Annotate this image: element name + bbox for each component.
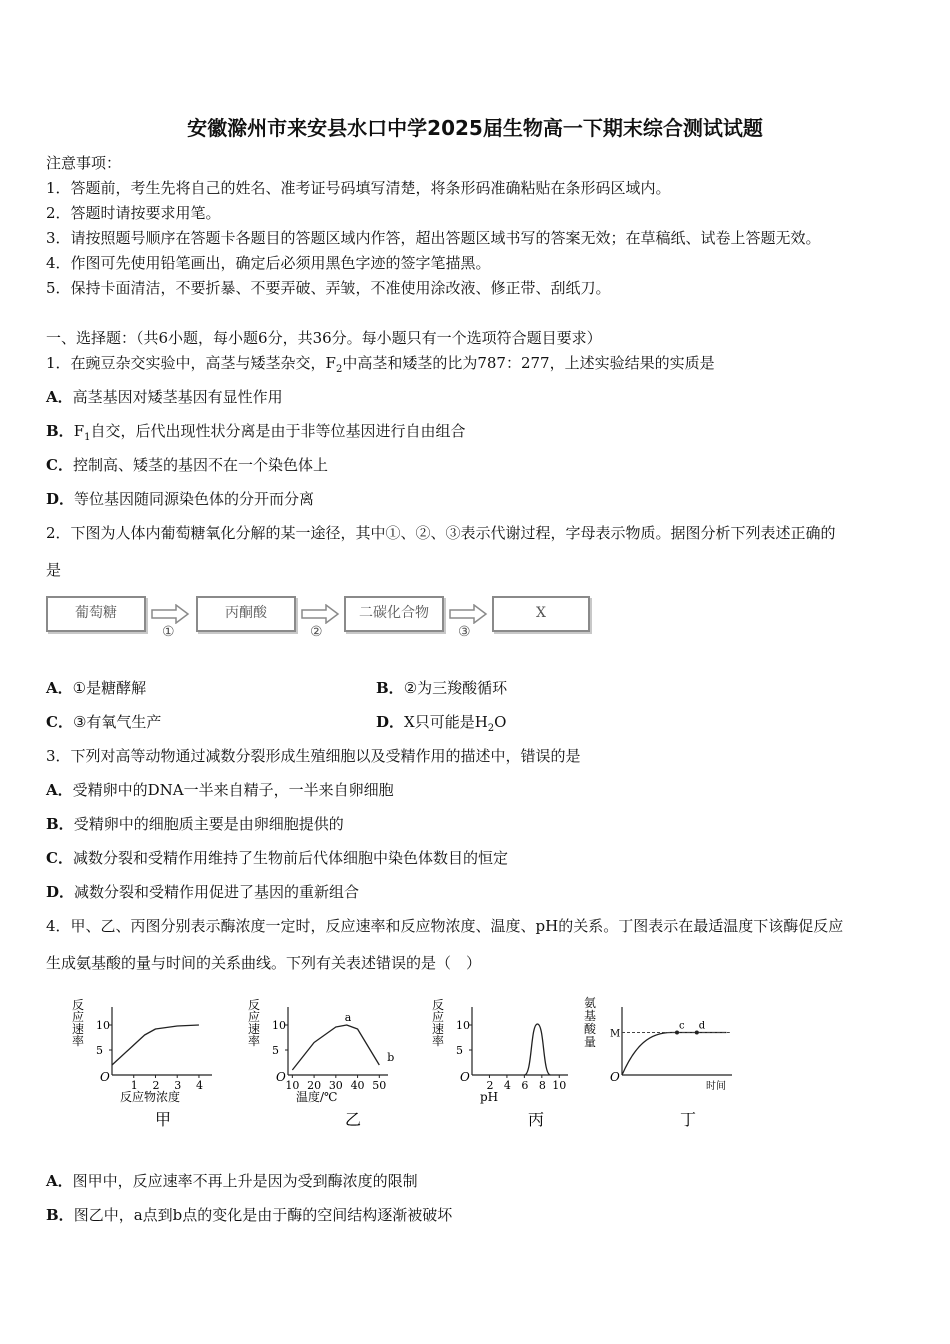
y-axis-label-char: 率 <box>248 1034 261 1048</box>
x-tick-label: 40 <box>350 1079 365 1092</box>
y-axis-label-char: 酸 <box>584 1022 597 1036</box>
series-line <box>112 1025 199 1065</box>
origin-label: O <box>610 1070 620 1084</box>
chart-ding <box>584 996 732 1129</box>
y-axis-label-char: 速 <box>432 1022 445 1036</box>
series-line <box>292 1025 379 1070</box>
x-axis-label: 反应物浓度 <box>120 1090 181 1104</box>
x-tick-label: 30 <box>328 1079 343 1092</box>
origin-label: O <box>100 1070 110 1084</box>
flow-arrow-icon <box>448 604 488 624</box>
q2-option-d[interactable]: D．X只可能是$H_2O$ <box>376 713 507 734</box>
chart-jia <box>72 998 212 1129</box>
x-axis-label: 时间 <box>706 1081 726 1092</box>
section-heading: 一、选择题：（共6小题，每小题6分，共36分。每小题只有一个选项符合题目要求） <box>46 329 602 347</box>
notice-item: 4．作图可先使用铅笔画出，确定后必须用黑色字迹的签字笔描黑。 <box>46 254 491 272</box>
q1-option-d[interactable]: D．等位基因随同源染色体的分开而分离 <box>46 490 315 508</box>
flow-step-label: ② <box>310 624 323 640</box>
x-tick-label: 20 <box>307 1079 322 1092</box>
x-tick-label: 50 <box>372 1079 387 1092</box>
q4-option-a[interactable]: A．图甲中，反应速率不再上升是因为受到酶浓度的限制 <box>46 1172 418 1190</box>
x-tick-label: 8 <box>538 1079 546 1092</box>
y-axis-label-char: 量 <box>584 1035 597 1049</box>
flow-box-pyruvate: 丙酮酸 <box>196 596 296 632</box>
notice-item: 3．请按照题号顺序在答题卡各题目的答题区域内作答，超出答题区域书写的答案无效；在草稿纸、试卷上答题无效。 <box>46 229 821 247</box>
chart-caption: 乙 <box>345 1110 362 1129</box>
q3-option-d[interactable]: D．减数分裂和受精作用促进了基因的重新组合 <box>46 883 360 901</box>
level-label: M <box>610 1028 621 1040</box>
y-tick-label: 10 <box>96 1019 110 1032</box>
q3-option-a[interactable]: A．受精卵中的DNA一半来自精子，一半来自卵细胞 <box>46 781 394 799</box>
q2-option-a[interactable]: A．①是糖酵解 <box>46 679 147 697</box>
y-tick-label: 10 <box>456 1019 470 1032</box>
x-tick-label: 1 <box>130 1079 138 1092</box>
x-tick-label: 6 <box>521 1079 529 1092</box>
y-axis-label-char: 速 <box>72 1022 85 1036</box>
q1-option-c[interactable]: C．控制高、矮茎的基因不在一个染色体上 <box>46 456 328 474</box>
q4-stem: 4．甲、乙、丙图分别表示酶浓度一定时，反应速率和反应物浓度、温度、pH的关系。丁图表示在最适温度下该酶促反应 <box>46 917 844 935</box>
point-label: a <box>344 1011 352 1024</box>
metabolic-flow-diagram <box>46 592 606 644</box>
point-label: d <box>698 1020 706 1032</box>
q4-stem-cont: 生成氨基酸的量与时间的关系曲线。下列有关表述错误的是（ ） <box>46 954 482 972</box>
q3-stem: 3．下列对高等动物通过减数分裂形成生殖细胞以及受精作用的描述中，错误的是 <box>46 747 581 765</box>
y-axis-label-char: 应 <box>248 1010 261 1024</box>
x-tick-label: 10 <box>285 1079 300 1092</box>
q1-option-a[interactable]: A．高茎基因对矮茎基因有显性作用 <box>46 388 283 406</box>
q3-option-c[interactable]: C．减数分裂和受精作用维持了生物前后代体细胞中染色体数目的恒定 <box>46 849 508 867</box>
y-axis-label-char: 率 <box>72 1034 85 1048</box>
chart-caption: 甲 <box>155 1110 172 1129</box>
chart-yi <box>248 998 394 1129</box>
x-axis-label: pH <box>480 1090 499 1104</box>
x-tick-label: 2 <box>152 1079 160 1092</box>
flow-box-two-carbon: 二碳化合物 <box>344 596 444 632</box>
notice-item: 2．答题时请按要求用笔。 <box>46 204 221 222</box>
flow-step-label: ③ <box>458 624 471 640</box>
point-label: b <box>387 1051 395 1064</box>
y-axis-label-char: 反 <box>248 998 261 1012</box>
notice-item: 5．保持卡面清洁，不要折暴、不要弄破、弄皱，不准使用涂改液、修正带、刮纸刀。 <box>46 279 611 297</box>
y-axis-label-char: 反 <box>72 998 85 1012</box>
y-tick-label: 5 <box>96 1044 103 1057</box>
page-title: 安徽滁州市来安县水口中学2025届生物高一下期末综合测试试题 <box>187 116 763 140</box>
x-tick-label: 10 <box>552 1079 567 1092</box>
y-tick-label: 5 <box>456 1044 463 1057</box>
y-axis-label-char: 应 <box>432 1010 445 1024</box>
flow-arrow-icon <box>150 604 190 624</box>
y-tick-label: 5 <box>272 1044 279 1057</box>
q4-option-b[interactable]: B．图乙中，a点到b点的变化是由于酶的空间结构逐渐被破坏 <box>46 1206 453 1224</box>
q2-stem: 2．下图为人体内葡萄糖氧化分解的某一途径，其中①、②、③表示代谢过程，字母表示物质。据图分析下列表述正确的 <box>46 524 836 542</box>
notice-item: 1．答题前，考生先将自己的姓名、准考证号码填写清楚，将条形码准确粘贴在条形码区域内。 <box>46 179 671 197</box>
series-line <box>524 1024 550 1075</box>
chart-caption: 丁 <box>680 1110 697 1129</box>
y-axis-label-char: 应 <box>72 1010 85 1024</box>
notice-heading: 注意事项： <box>46 154 122 172</box>
q1-option-b[interactable]: B．$F_1$自交，后代出现性状分离是由于非等位基因进行自由组合 <box>46 422 466 443</box>
q1-stem: 1．在豌豆杂交实验中，高茎与矮茎杂交，$F_2$中高茎和矮茎的比为787：277，上述实验结果的实质是 <box>46 354 715 375</box>
flow-box-x: X <box>492 596 590 632</box>
origin-label: O <box>460 1070 470 1084</box>
flow-step-label: ① <box>162 624 175 640</box>
origin-label: O <box>276 1070 286 1084</box>
y-tick-label: 10 <box>272 1019 286 1032</box>
chart-bing <box>432 998 568 1129</box>
y-axis-label-char: 基 <box>584 1009 597 1023</box>
y-axis-label-char: 速 <box>248 1022 261 1036</box>
series-line <box>622 1033 727 1076</box>
x-tick-label: 4 <box>195 1079 203 1092</box>
enzyme-charts <box>60 995 760 1135</box>
x-axis-label: 温度/℃ <box>296 1090 338 1104</box>
flow-arrow-icon <box>300 604 340 624</box>
q3-option-b[interactable]: B．受精卵中的细胞质主要是由卵细胞提供的 <box>46 815 344 833</box>
x-tick-label: 3 <box>174 1079 182 1092</box>
y-axis-label-char: 率 <box>432 1034 445 1048</box>
q2-stem-cont: 是 <box>46 561 62 579</box>
chart-caption: 丙 <box>528 1110 545 1129</box>
q2-option-b[interactable]: B．②为三羧酸循环 <box>376 679 508 697</box>
x-tick-label: 2 <box>486 1079 494 1092</box>
y-axis-label-char: 氨 <box>584 996 597 1010</box>
x-tick-label: 4 <box>503 1079 511 1092</box>
point-label: c <box>679 1020 685 1032</box>
y-axis-label-char: 反 <box>432 998 445 1012</box>
flow-box-glucose: 葡萄糖 <box>46 596 146 632</box>
q2-option-c[interactable]: C．③有氧气生产 <box>46 713 162 731</box>
